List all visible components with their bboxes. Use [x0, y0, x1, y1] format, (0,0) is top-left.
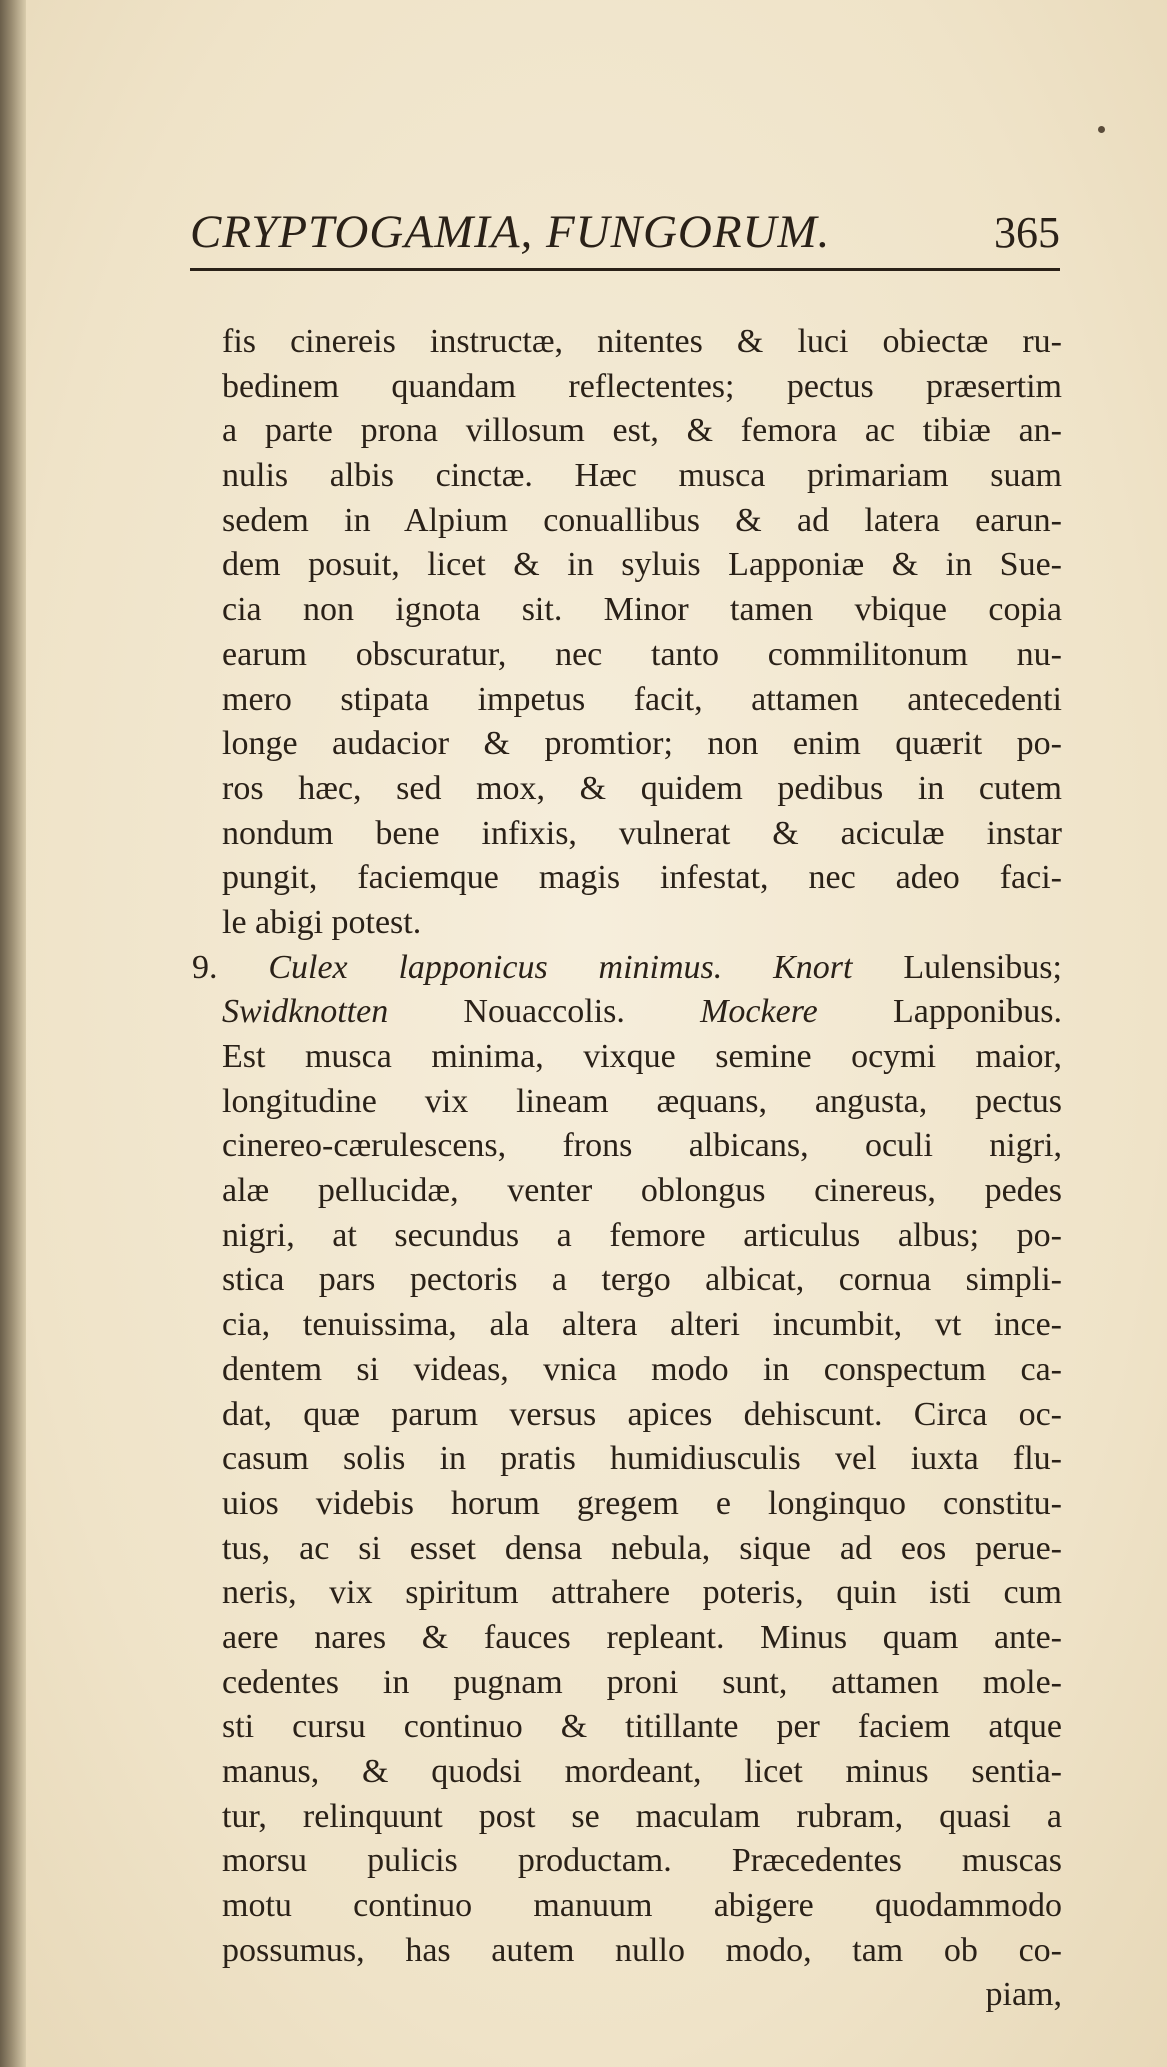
text-line: dem posuit, licet & in syluis Lapponiæ & in Sue-	[222, 546, 1062, 584]
text-line: tur, relinquunt post se maculam rubram, quasi a	[222, 1797, 1062, 1835]
species-name: Culex lapponicus minimus.	[268, 948, 723, 986]
body-text	[192, 320, 1063, 2018]
text-line: cia, tenuissima, ala altera alteri incumbit, vt ince-	[222, 1306, 1062, 1344]
text-line: a parte prona villosum est, & femora ac tibiæ an-	[222, 412, 1062, 450]
text-line: nondum bene infixis, vulnerat & aciculæ instar	[222, 814, 1062, 852]
text-line: uios videbis horum gregem e longinquo constitu-	[222, 1484, 1062, 1522]
text-line: longitudine vix lineam æquans, angusta, pectus	[222, 1082, 1062, 1120]
text-line: pungit, faciemque magis infestat, nec adeo faci-	[222, 859, 1062, 897]
text-line: aere nares & fauces repleant. Minus quam ante-	[222, 1618, 1062, 1656]
text-line: Est musca minima, vixque semine ocymi maior,	[222, 1038, 1062, 1075]
text-line: bedinem quandam reflectentes; pectus præsertim	[222, 367, 1062, 405]
vernacular-gloss: Nouaccolis.	[463, 993, 625, 1031]
text-line: nulis albis cinctæ. Hæc musca primariam suam	[222, 457, 1062, 495]
text-line: neris, vix spiritum attrahere poteris, quin isti cum	[222, 1574, 1062, 1612]
entry-names	[222, 990, 1062, 1035]
catchword: piam,	[985, 1976, 1062, 2014]
text-line: alæ pellucidæ, venter oblongus cinereus, pedes	[222, 1172, 1062, 1210]
entry-heading	[192, 946, 1062, 991]
text-line: earum obscuratur, nec tanto commilitonum nu-	[222, 635, 1062, 673]
text-line: cia non ignota sit. Minor tamen vbique copia	[222, 591, 1062, 629]
page-number: 365	[994, 208, 1060, 257]
text-line: le abigi potest.	[222, 903, 422, 941]
page-header	[190, 205, 1060, 263]
vernacular-gloss: Lulensibus;	[903, 948, 1062, 986]
text-line: ros hæc, sed mox, & quidem pedibus in cutem	[222, 769, 1062, 807]
text-line: fis cinereis instructæ, nitentes & luci obiectæ ru-	[222, 323, 1062, 360]
vernacular-name: Swidknotten	[222, 993, 389, 1031]
text-line: casum solis in pratis humidiusculis vel iuxta flu-	[222, 1440, 1062, 1478]
header-rule	[190, 268, 1060, 271]
text-line: sedem in Alpium conuallibus & ad latera earun-	[222, 501, 1062, 539]
text-line: possumus, has autem nullo modo, tam ob co-	[222, 1931, 1062, 1969]
text-line: sti cursu continuo & titillante per faciem atque	[222, 1708, 1062, 1746]
text-line: dentem si videas, vnica modo in conspectum ca-	[222, 1350, 1062, 1388]
text-line: nigri, at secundus a femore articulus albus; po-	[222, 1216, 1062, 1254]
text-line: cedentes in pugnam proni sunt, attamen mole-	[222, 1663, 1062, 1701]
text-line: manus, & quodsi mordeant, licet minus sentia-	[222, 1753, 1062, 1790]
text-line: dat, quæ parum versus apices dehiscunt. Circa oc-	[222, 1395, 1062, 1433]
ink-spot	[1098, 126, 1105, 133]
text-line: longe audacior & promtior; non enim quærit po-	[222, 725, 1062, 763]
text-line: cinereo-cærulescens, frons albicans, oculi nigri,	[222, 1127, 1062, 1165]
vernacular-gloss: Lapponibus.	[892, 993, 1063, 1031]
book-gutter	[0, 0, 26, 2067]
vernacular-name: Knort	[773, 948, 853, 986]
text-line: stica pars pectoris a tergo albicat, cornua simpli-	[222, 1261, 1062, 1299]
text-line: mero stipata impetus facit, attamen antecedenti	[222, 680, 1062, 718]
text-line: motu continuo manuum abigere quodammodo	[222, 1887, 1062, 1925]
text-line: morsu pulicis productam. Præcedentes muscas	[222, 1842, 1062, 1880]
running-head: CRYPTOGAMIA, FUNGORUM.	[190, 206, 831, 258]
entry-number: 9.	[192, 948, 218, 986]
text-line: tus, ac si esset densa nebula, sique ad eos perue-	[222, 1529, 1062, 1567]
vernacular-name: Mockere	[700, 993, 818, 1031]
